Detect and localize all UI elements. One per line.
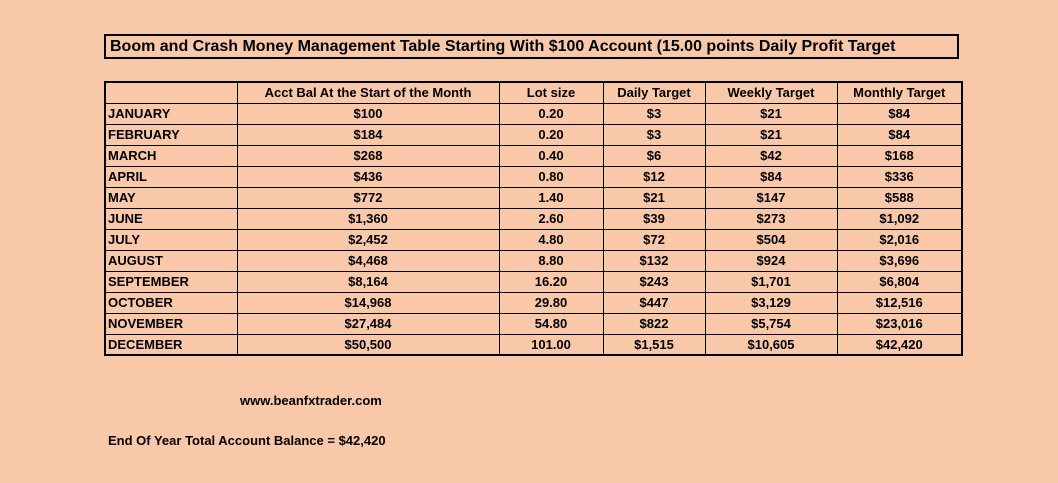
balance-cell: $184 [237,124,499,145]
column-header-daily-target: Daily Target [603,82,705,103]
daily-target-cell: $12 [603,166,705,187]
weekly-target-cell: $5,754 [705,313,837,334]
lot-size-cell: 2.60 [499,208,603,229]
lot-size-cell: 1.40 [499,187,603,208]
table-row [105,271,962,292]
table-row [105,103,962,124]
month-cell: APRIL [105,166,237,187]
monthly-target-cell: $6,804 [837,271,962,292]
table-row [105,208,962,229]
daily-target-cell: $3 [603,103,705,124]
balance-cell: $50,500 [237,334,499,355]
column-header-lot-size: Lot size [499,82,603,103]
month-cell: MARCH [105,145,237,166]
daily-target-cell: $1,515 [603,334,705,355]
monthly-target-cell: $42,420 [837,334,962,355]
weekly-target-cell: $147 [705,187,837,208]
daily-target-cell: $243 [603,271,705,292]
month-cell: SEPTEMBER [105,271,237,292]
table-row [105,229,962,250]
month-cell: JULY [105,229,237,250]
daily-target-cell: $72 [603,229,705,250]
column-header-balance: Acct Bal At the Start of the Month [237,82,499,103]
lot-size-cell: 54.80 [499,313,603,334]
month-cell: AUGUST [105,250,237,271]
monthly-target-cell: $2,016 [837,229,962,250]
daily-target-cell: $447 [603,292,705,313]
balance-cell: $772 [237,187,499,208]
weekly-target-cell: $42 [705,145,837,166]
weekly-target-cell: $84 [705,166,837,187]
monthly-target-cell: $84 [837,124,962,145]
table-row [105,124,962,145]
monthly-target-cell: $1,092 [837,208,962,229]
balance-cell: $4,468 [237,250,499,271]
weekly-target-cell: $1,701 [705,271,837,292]
balance-cell: $2,452 [237,229,499,250]
column-header-month [105,82,237,103]
daily-target-cell: $132 [603,250,705,271]
weekly-target-cell: $273 [705,208,837,229]
monthly-target-cell: $84 [837,103,962,124]
daily-target-cell: $3 [603,124,705,145]
month-cell: JUNE [105,208,237,229]
table-row [105,187,962,208]
monthly-target-cell: $168 [837,145,962,166]
lot-size-cell: 101.00 [499,334,603,355]
website-label: www.beanfxtrader.com [240,393,382,408]
table-row [105,145,962,166]
month-cell: MAY [105,187,237,208]
month-cell: DECEMBER [105,334,237,355]
lot-size-cell: 8.80 [499,250,603,271]
table-header-row [105,82,962,103]
balance-cell: $8,164 [237,271,499,292]
lot-size-cell: 0.20 [499,124,603,145]
weekly-target-cell: $3,129 [705,292,837,313]
daily-target-cell: $6 [603,145,705,166]
weekly-target-cell: $21 [705,103,837,124]
balance-cell: $436 [237,166,499,187]
weekly-target-cell: $10,605 [705,334,837,355]
table-row [105,166,962,187]
lot-size-cell: 0.40 [499,145,603,166]
table-row [105,334,962,355]
balance-cell: $1,360 [237,208,499,229]
monthly-target-cell: $23,016 [837,313,962,334]
weekly-target-cell: $924 [705,250,837,271]
balance-cell: $268 [237,145,499,166]
balance-cell: $14,968 [237,292,499,313]
lot-size-cell: 0.80 [499,166,603,187]
month-cell: NOVEMBER [105,313,237,334]
month-cell: JANUARY [105,103,237,124]
daily-target-cell: $21 [603,187,705,208]
monthly-target-cell: $3,696 [837,250,962,271]
daily-target-cell: $39 [603,208,705,229]
monthly-target-cell: $588 [837,187,962,208]
weekly-target-cell: $504 [705,229,837,250]
table-row [105,292,962,313]
balance-cell: $27,484 [237,313,499,334]
balance-cell: $100 [237,103,499,124]
monthly-target-cell: $336 [837,166,962,187]
lot-size-cell: 16.20 [499,271,603,292]
month-cell: FEBRUARY [105,124,237,145]
weekly-target-cell: $21 [705,124,837,145]
page-title: Boom and Crash Money Management Table Starting With $100 Account (15.00 points Daily Profit Target [104,34,959,59]
table-row [105,250,962,271]
daily-target-cell: $822 [603,313,705,334]
lot-size-cell: 4.80 [499,229,603,250]
lot-size-cell: 0.20 [499,103,603,124]
year-end-summary: End Of Year Total Account Balance = $42,420 [108,433,386,448]
month-cell: OCTOBER [105,292,237,313]
lot-size-cell: 29.80 [499,292,603,313]
table-row [105,313,962,334]
money-management-table [104,81,963,356]
column-header-monthly-target: Monthly Target [837,82,962,103]
column-header-weekly-target: Weekly Target [705,82,837,103]
monthly-target-cell: $12,516 [837,292,962,313]
